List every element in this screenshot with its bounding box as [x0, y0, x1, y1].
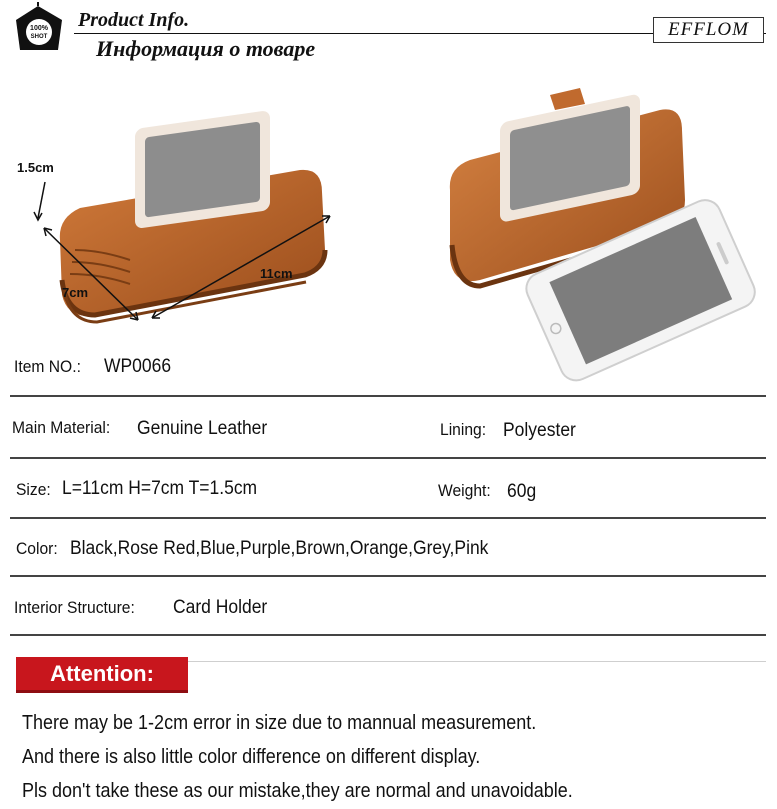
brand-logo: EFFLOM	[653, 17, 764, 43]
lining-value: Polyester	[503, 420, 576, 441]
attention-note-3: Pls don't take these as our mistake,they are normal and unavoidable.	[22, 780, 573, 802]
material-label: Main Material:	[12, 418, 111, 437]
height-label: 7cm	[62, 285, 89, 300]
svg-text:100%: 100%	[30, 25, 48, 32]
item-no-value: WP0066	[104, 356, 172, 377]
length-label: 11cm	[260, 266, 293, 281]
thickness-label: 1.5cm	[17, 160, 54, 175]
divider	[10, 395, 766, 397]
lining-label: Lining:	[440, 420, 487, 439]
attention-note-2: And there is also little color difference on different display.	[22, 746, 481, 768]
interior-value: Card Holder	[173, 597, 268, 618]
divider	[10, 517, 766, 519]
weight-label: Weight:	[438, 481, 491, 500]
material-value: Genuine Leather	[137, 418, 268, 439]
wallet-with-phone-image	[420, 80, 760, 390]
page-title-russian: Информация о товаре	[96, 36, 316, 61]
size-value: L=11cm H=7cm T=1.5cm	[62, 478, 258, 499]
attention-note-1: There may be 1-2cm error in size due to mannual measurement.	[22, 712, 537, 734]
divider	[10, 457, 766, 459]
weight-value: 60g	[507, 481, 537, 502]
item-no-label: Item NO.:	[14, 357, 81, 376]
divider	[10, 575, 766, 577]
wallet-dimension-image	[0, 100, 380, 350]
100-percent-shot-badge-icon	[8, 2, 70, 54]
color-value: Black,Rose Red,Blue,Purple,Brown,Orange,Grey,Pink	[70, 538, 489, 559]
page-title: Product Info.	[78, 9, 190, 31]
divider	[10, 634, 766, 636]
attention-rule	[188, 661, 766, 662]
attention-banner: Attention:	[16, 657, 188, 693]
size-label: Size:	[16, 480, 51, 499]
interior-label: Interior Structure:	[14, 598, 135, 617]
svg-text:SHOT: SHOT	[30, 34, 48, 40]
color-label: Color:	[16, 539, 58, 558]
